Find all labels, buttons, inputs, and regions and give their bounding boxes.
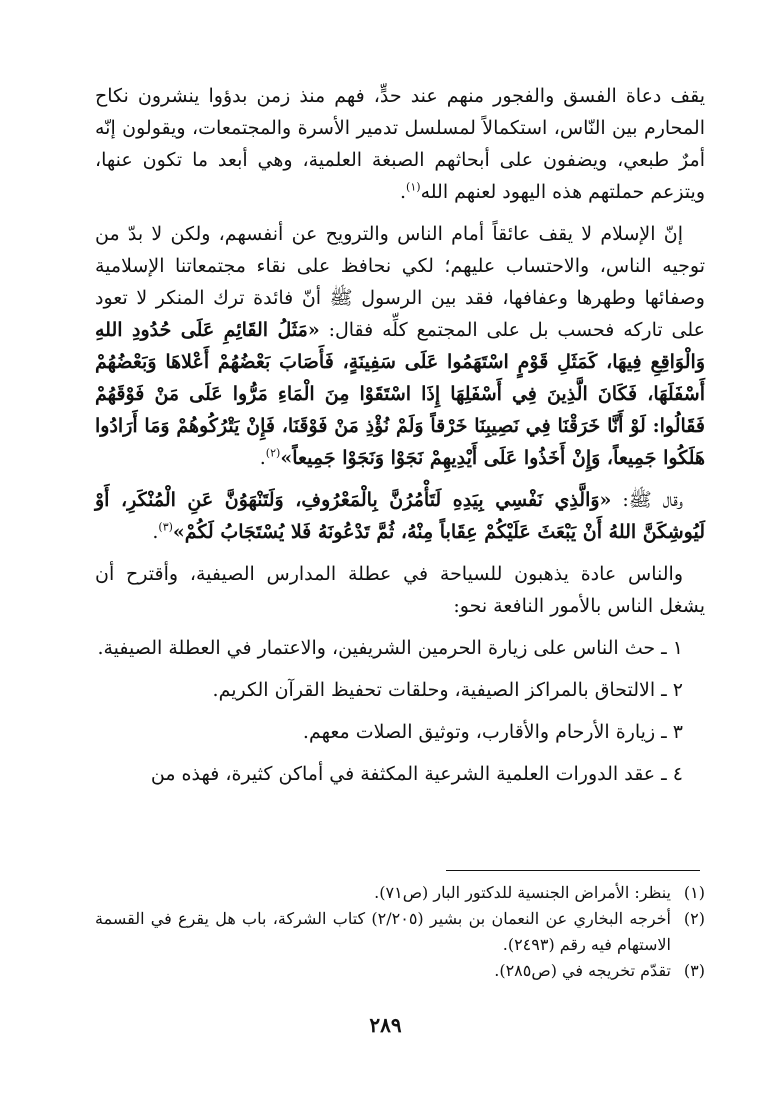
list-item-1: ١ ـ حث الناس على زيارة الحرمين الشريفين، والاعتمار في العطلة الصيفية. [97, 637, 683, 659]
paragraph-2-intro: إنّ الإسلام لا يقف عائقاً أمام الناس والترويح عن أنفسهم، ولكن لا بدّ من توجيه الناس، والاحتساب عليهم؛ لكي نحافظ على نقاء مجتمعاتنا الإسلامية وصفائها وطهرها وعفافها، فقد بين الرسول ﷺ أنّ فائدة ترك المنكر لا تعود على تاركه فحسب بل على المجتمع كلِّه فقال: [95, 223, 706, 341]
paragraph-3-end: . [152, 521, 159, 543]
footnote-3 [95, 958, 705, 984]
list-item-2: ٢ ـ الالتحاق بالمراكز الصيفية، وحلقات تحفيظ القرآن الكريم. [212, 679, 683, 701]
paragraph-2-end: . [259, 447, 266, 469]
paragraph-2 [95, 218, 705, 474]
footnote-1 [95, 880, 705, 906]
footnote-3-text: تقدّم تخريجه في (ص٢٨٥). [494, 961, 671, 980]
footnote-1-number: (١) [683, 883, 705, 902]
paragraph-1-end: . [400, 181, 407, 203]
footnote-2-number: (٢) [683, 909, 705, 928]
footnote-divider [446, 870, 700, 871]
footnote-2 [95, 906, 705, 958]
paragraph-3-intro: وقال ﷺ: [611, 489, 683, 511]
footnote-1-text: ينظر: الأمراض الجنسية للدكتور البار (ص٧١). [374, 883, 671, 902]
paragraph-4: والناس عادة يذهبون للسياحة في عطلة المدارس الصيفية، وأقترح أن يشغل الناس بالأمور النافعة نحو: [95, 563, 705, 617]
list-item-3: ٣ ـ زيارة الأرحام والأقارب، وتوثيق الصلات معهم. [302, 721, 683, 743]
hadith-enjoin-good: «وَالَّذِي نَفْسِي بِيَدِهِ لَتَأْمُرُنَّ بِالْمَعْرُوفِ، وَلَتَنْهَوُنَّ عَنِ الْمُنْكَرِ، أَوْ لَيُوشِكَنَّ اللهُ أَنْ يَبْعَثَ عَلَيْكُمْ عِقَاباً مِنْهُ، ثُمَّ تَدْعُونَهُ فَلا يُسْتَجَابُ لَكُمْ» [95, 489, 705, 543]
footnote-ref-1: (١) [406, 180, 421, 194]
footnote-3-number: (٣) [683, 961, 705, 980]
page-number: ٢٨٩ [369, 1013, 402, 1037]
footnote-ref-2: (٢) [265, 446, 281, 460]
paragraph-1 [95, 80, 705, 208]
paragraph-1-text: يقف دعاة الفسق والفجور منهم عند حدٍّ، فهم منذ زمن بدؤوا ينشرون نكاح المحارم بين النّاس، استكمالاً لمسلسل تدمير الأسرة والمجتمعات، ويقولون إنّه أمرٌ طبعي، ويضفون على أبحاثهم الصبغة العلمية، وهي أبعد ما تكون عنها، ويتزعم حملتهم هذه اليهود لعنهم الله [95, 85, 705, 203]
paragraph-3 [95, 484, 705, 548]
footnotes [95, 880, 705, 984]
list-item-4: ٤ ـ عقد الدورات العلمية الشرعية المكثفة في أماكن كثيرة، فهذه من [150, 763, 683, 785]
page-body [95, 80, 705, 790]
footnote-2-text: أخرجه البخاري عن النعمان بن بشير (٢/٢٠٥) كتاب الشركة، باب هل يقرع في القسمة الاستهام فيه رقم (٢٤٩٣). [95, 909, 671, 954]
footnote-ref-3: (٣) [158, 520, 173, 534]
hadith-ship: «مَثَلُ القَائِمِ عَلَى حُدُودِ اللهِ وَالْوَاقِعِ فِيهَا، كَمَثَلِ قَوْمٍ اسْتَهَمُوا عَلَى سَفِينَةٍ، فَأَصَابَ بَعْضُهُمْ أَعْلاهَا وَبَعْضُهُمْ أَسْفَلَهَا، فَكَانَ الَّذِينَ فِي أَسْفَلِهَا إِذَا اسْتَقَوْا مِنَ الْمَاءِ مَرُّوا عَلَى مَنْ فَوْقَهُمْ فَقَالُوا: لَوْ أَنَّا خَرَقْنَا فِي نَصِيبِنَا خَرْقاً وَلَمْ نُؤْذِ مَنْ فَوْقَنَا، فَإِنْ يَتْرُكُوهُمْ وَمَا أَرَادُوا هَلَكُوا جَمِيعاً، وَإِنْ أَخَذُوا عَلَى أَيْدِيهِمْ نَجَوْا وَنَجَوْا جَمِيعاً» [95, 319, 705, 469]
